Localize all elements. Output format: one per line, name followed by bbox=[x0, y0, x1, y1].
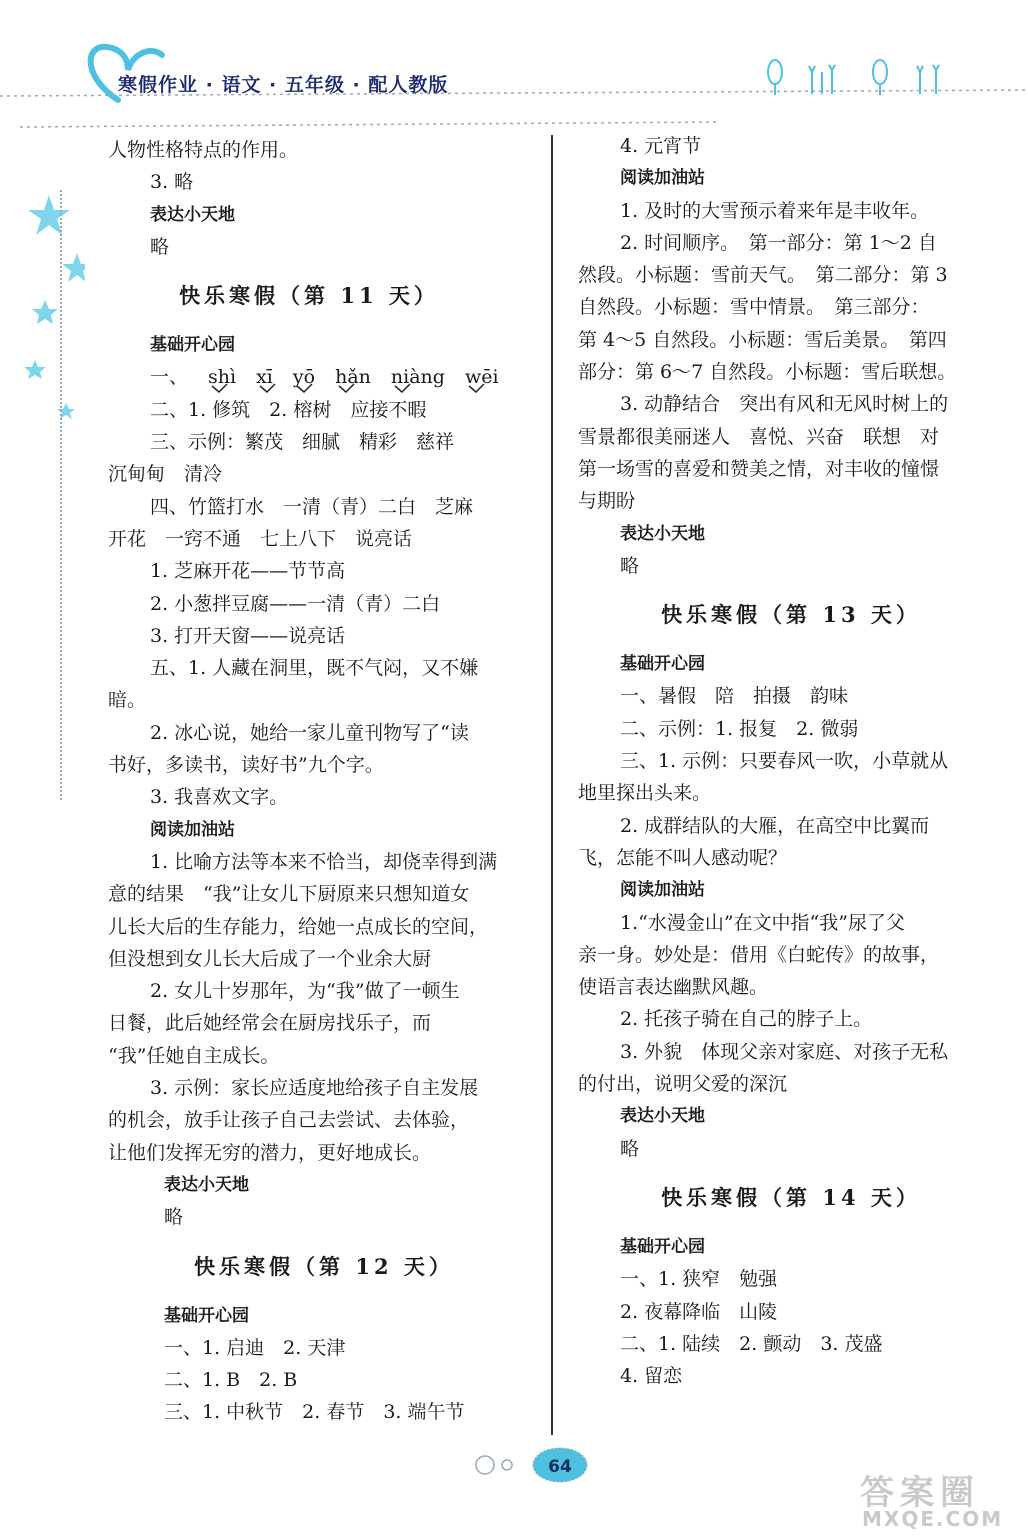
text-line: 儿长大后的生存能力，给她一点成长的空间， bbox=[108, 915, 489, 938]
text-line: 暗。 bbox=[108, 689, 147, 712]
pinyin-item: xī bbox=[256, 361, 273, 393]
text-line: 4. 留恋 bbox=[620, 1365, 683, 1388]
section-heading: 基础开心园 bbox=[620, 654, 705, 675]
text-line: 与期盼 bbox=[578, 490, 636, 513]
text-line: 人物性格特点的作用。 bbox=[108, 139, 299, 161]
day-12-title: 快乐寒假（第 12 天） bbox=[194, 1253, 454, 1279]
page-number: 64 bbox=[548, 1457, 572, 1477]
text-line: 1. 芝麻开花——节节高 bbox=[150, 560, 346, 583]
text-line: 书好，多读书，读好书”九个字。 bbox=[108, 754, 384, 777]
text-line: 一、暑假 陪 拍摄 韵味 bbox=[620, 685, 849, 708]
text-line: 2. 成群结队的大雁，在高空中比翼而 bbox=[620, 814, 930, 837]
book-title: 寒假作业 · 语文 · 五年级 · 配人教版 bbox=[118, 74, 449, 96]
text-line: “我”任她自主成长。 bbox=[108, 1044, 280, 1067]
text-line: 三、1. 中秋节 2. 春节 3. 端午节 bbox=[164, 1401, 465, 1424]
tree-icons bbox=[768, 60, 939, 95]
text-line: 二、示例：1. 报复 2. 微弱 bbox=[620, 717, 859, 740]
text-line: 自然段。小标题：雪中情景。 第三部分： bbox=[578, 296, 930, 319]
pinyin-item: yō bbox=[293, 361, 315, 393]
check-icon bbox=[210, 383, 230, 393]
text-line: 三、示例：繁茂 细腻 精彩 慈祥 bbox=[150, 431, 455, 454]
section-heading: 基础开心园 bbox=[150, 335, 235, 356]
section-heading: 表达小天地 bbox=[620, 1106, 705, 1127]
text-line: 的付出，说明父爱的深沉 bbox=[578, 1073, 788, 1096]
text-line: 3. 外貌 体现父亲对家庭、对孩子无私 bbox=[620, 1040, 949, 1063]
text-line: 一、1. 狭窄 勉强 bbox=[620, 1268, 778, 1291]
text-line: 雪景都很美丽迷人 喜悦、兴奋 联想 对 bbox=[578, 425, 940, 448]
text-line: 第一场雪的喜爱和赞美之情，对丰收的憧憬 bbox=[578, 457, 940, 480]
check-icon bbox=[337, 383, 357, 393]
section-heading: 基础开心园 bbox=[620, 1236, 705, 1257]
section-heading: 表达小天地 bbox=[164, 1174, 249, 1195]
text-line: 二、1. 修筑 2. 榕树 应接不暇 bbox=[150, 398, 427, 421]
text-line: 但没想到女儿长大后成了一个业余大厨 bbox=[108, 947, 432, 970]
text-line: 略 bbox=[164, 1206, 184, 1229]
watermark bbox=[860, 1465, 1020, 1533]
text-line: 2. 时间顺序。 第一部分：第 1～2 自 bbox=[620, 231, 937, 254]
text-line: 1.“水漫金山”在文中指“我”尿了父 bbox=[620, 911, 905, 934]
text-line: 的机会，放手让孩子自己去尝试、去体验， bbox=[108, 1109, 470, 1132]
pinyin-row bbox=[108, 361, 540, 393]
text-line: 2. 冰心说，她给一家儿童刊物写了“读 bbox=[150, 721, 469, 744]
check-icon bbox=[393, 383, 413, 393]
text-line: 2. 小葱拌豆腐——一清（青）二白 bbox=[150, 592, 441, 615]
text-line: 三、1. 示例：只要春风一吹，小草就从 bbox=[620, 750, 949, 773]
text-line: 略 bbox=[620, 554, 640, 577]
text-line: 2. 夜幕降临 山陵 bbox=[620, 1300, 778, 1323]
section-heading: 基础开心园 bbox=[164, 1305, 249, 1326]
text-line: 二、1. B 2. B bbox=[164, 1369, 298, 1392]
text-line: 使语言表达幽默风趣。 bbox=[578, 976, 769, 999]
section-heading: 阅读加油站 bbox=[620, 880, 705, 901]
text-line: 五、1. 人藏在洞里，既不气闷，又不嫌 bbox=[150, 657, 479, 680]
text-line: 2. 女儿十岁那年，为“我”做了一顿生 bbox=[150, 980, 460, 1003]
text-line: 略 bbox=[150, 235, 170, 258]
text-line: 日餐，此后她经常会在厨房找乐子，而 bbox=[108, 1012, 432, 1035]
text-line: 4. 元宵节 bbox=[620, 135, 702, 157]
check-icon bbox=[467, 383, 487, 393]
text-line: 意的结果 “我”让女儿下厨原来只想知道女 bbox=[108, 883, 470, 906]
text-line: 3. 我喜欢文字。 bbox=[150, 786, 289, 809]
text-line: 飞，怎能不叫人感动呢？ bbox=[578, 846, 788, 869]
text-line: 一、1. 启迪 2. 天津 bbox=[164, 1336, 346, 1359]
pinyin-prefix: 一、 bbox=[150, 366, 189, 389]
text-line: 3. 动静结合 突出有风和无风时树上的 bbox=[620, 393, 949, 416]
star-icons bbox=[25, 195, 85, 425]
section-heading: 表达小天地 bbox=[620, 523, 705, 544]
text-line: 略 bbox=[620, 1137, 640, 1160]
watermark-text: 答案圈 bbox=[860, 1473, 980, 1513]
text-line: 2. 托孩子骑在自己的脖子上。 bbox=[620, 1008, 873, 1031]
text-line: 地里探出头来。 bbox=[578, 782, 712, 805]
watermark-url: MXQE.COM bbox=[862, 1507, 1004, 1531]
check-icon bbox=[295, 383, 315, 393]
text-line: 二、1. 陆续 2. 颤动 3. 茂盛 bbox=[620, 1332, 883, 1355]
day-11-title: 快乐寒假（第 11 天） bbox=[179, 283, 439, 309]
day-14-title: 快乐寒假（第 14 天） bbox=[661, 1184, 921, 1210]
left-column bbox=[108, 134, 540, 1429]
pinyin-item: wēi bbox=[465, 361, 499, 393]
section-heading: 阅读加油站 bbox=[620, 168, 705, 189]
pinyin-item: hǎn bbox=[335, 361, 371, 393]
pinyin-item: niàng bbox=[391, 361, 445, 393]
section-heading: 阅读加油站 bbox=[150, 819, 235, 840]
section-heading: 表达小天地 bbox=[150, 204, 235, 225]
text-line: 3. 打开天窗——说亮话 bbox=[150, 624, 346, 647]
margin-dotted-line bbox=[60, 190, 62, 800]
text-line: 3. 略 bbox=[150, 171, 194, 194]
check-icon bbox=[258, 383, 278, 393]
text-line: 1. 及时的大雪预示着来年是丰收年。 bbox=[620, 199, 930, 222]
text-line: 开花 一窍不通 七上八下 说亮话 bbox=[108, 527, 413, 550]
text-line: 1. 比喻方法等本来不恰当，却侥幸得到满 bbox=[150, 850, 498, 873]
text-line: 第 4～5 自然段。小标题：雪后美景。 第四 bbox=[578, 328, 947, 351]
text-line: 部分：第 6～7 自然段。小标题：雪后联想。 bbox=[578, 361, 957, 384]
column-divider bbox=[551, 135, 553, 1435]
text-line: 四、竹篮打水 一清（青）二白 芝麻 bbox=[150, 495, 474, 518]
text-line: 然段。小标题：雪前天气。 第二部分：第 3 bbox=[578, 264, 948, 287]
right-column bbox=[578, 130, 1004, 1392]
day-13-title: 快乐寒假（第 13 天） bbox=[661, 602, 921, 628]
text-line: 沉甸甸 清冷 bbox=[108, 463, 223, 486]
pinyin-item: shì bbox=[208, 361, 236, 393]
text-line: 让他们发挥无穷的潜力，更好地成长。 bbox=[108, 1141, 432, 1164]
text-line: 亲一身。妙处是：借用《白蛇传》的故事， bbox=[578, 943, 940, 966]
text-line: 3. 示例：家长应适度地给孩子自主发展 bbox=[150, 1077, 479, 1100]
